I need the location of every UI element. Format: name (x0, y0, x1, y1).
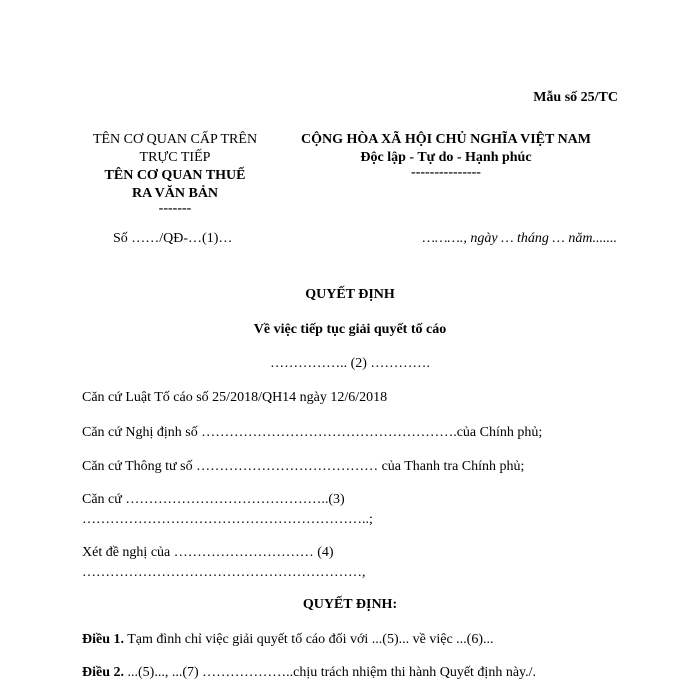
proposal-line: Xét đề nghị của ………………………… (4) (82, 545, 334, 560)
form-code: Mẫu số 25/TC (533, 90, 618, 105)
legal-basis-decree: Căn cứ Nghị định số ……………………………………………….của Chính phủ; (82, 425, 543, 440)
article-1-text: Tạm đình chỉ việc giải quyết tố cáo đối với ...(5)... về việc ...(6)... (124, 632, 494, 647)
superior-agency-name-cont: TRỰC TIẾP (139, 150, 211, 165)
article-2 (82, 665, 536, 681)
left-header-divider: ------- (158, 201, 192, 216)
tax-agency-name-cont: RA VĂN BẢN (131, 186, 219, 201)
proposal-line-cont: ……………………………………………………, (82, 565, 366, 580)
place-and-date: ………., ngày … tháng … năm....... (422, 231, 617, 246)
national-header (286, 131, 606, 179)
legal-basis-other-cont: ……………………………………………………..; (82, 512, 373, 527)
tax-agency-name: TÊN CƠ QUAN THUẾ (104, 168, 246, 183)
document-title: QUYẾT ĐỊNH (305, 287, 395, 302)
superior-agency-name: TÊN CƠ QUAN CẤP TRÊN (92, 132, 258, 147)
legal-basis-other: Căn cứ ……………………………………..(3) (82, 492, 345, 507)
issuing-authority: …………….. (2) …………. (270, 356, 430, 371)
decision-heading: QUYẾT ĐỊNH: (302, 597, 398, 612)
article-1 (82, 632, 494, 648)
right-header-divider: --------------- (411, 165, 481, 180)
article-2-label: Điều 2. (82, 665, 124, 680)
article-2-text: ...(5)..., ...(7) ………………..chịu trách nhiệm thi hành Quyết định này./. (124, 665, 537, 680)
article-1-label: Điều 1. (82, 632, 124, 647)
national-motto: Độc lập - Tự do - Hạnh phúc (360, 150, 532, 165)
legal-basis-circular: Căn cứ Thông tư số ………………………………… của Thanh tra Chính phủ; (82, 459, 525, 474)
issuing-agency-header (70, 131, 280, 215)
document-subject: Về việc tiếp tục giải quyết tố cáo (253, 322, 447, 337)
country-name: CỘNG HÒA XÃ HỘI CHỦ NGHĨA VIỆT NAM (300, 132, 591, 147)
legal-basis-law: Căn cứ Luật Tố cáo số 25/2018/QH14 ngày 12/6/2018 (82, 390, 388, 405)
document-number: Số ……/QĐ-…(1)… (113, 231, 233, 246)
